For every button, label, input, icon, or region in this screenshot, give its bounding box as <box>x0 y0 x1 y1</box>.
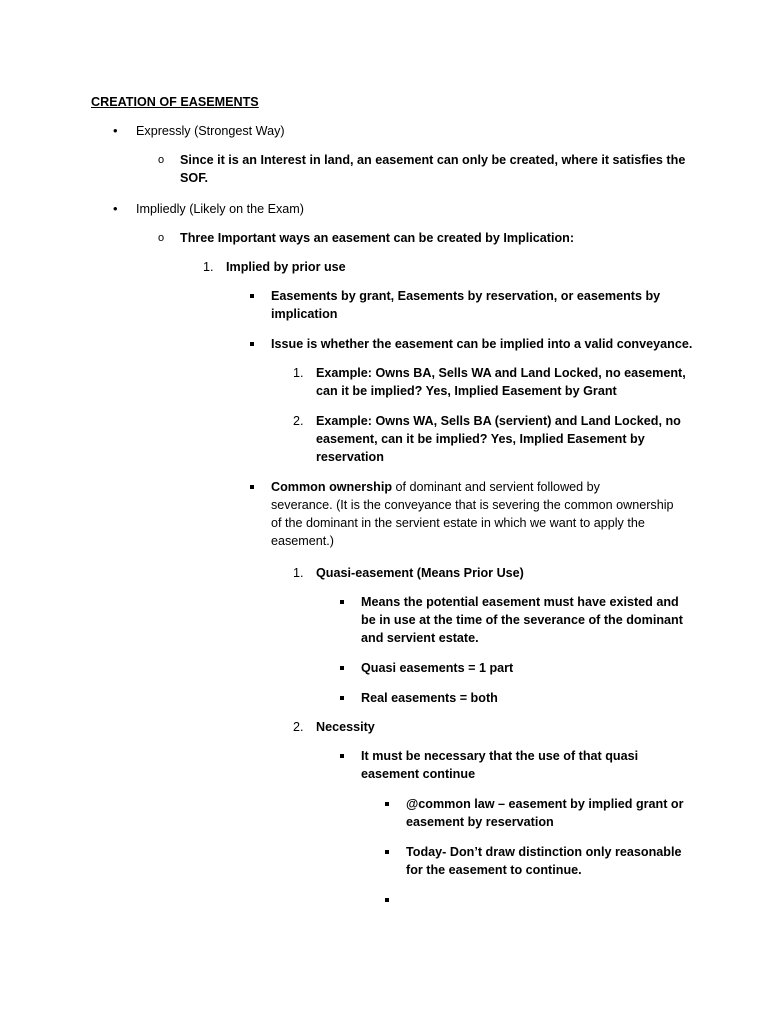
square-bullet-icon <box>385 802 389 806</box>
square-bullet-icon <box>340 600 344 604</box>
list-item-text: Example: Owns WA, Sells BA (servient) and Land Locked, no <box>316 414 681 428</box>
bullet-marker: • <box>113 201 118 216</box>
list-item-text: severance. (It is the conveyance that is severing the common ownership <box>271 498 674 512</box>
square-bullet-icon <box>250 485 254 489</box>
list-item-text: Quasi-easement (Means Prior Use) <box>316 566 524 580</box>
square-bullet-icon <box>385 898 389 902</box>
list-item-text: easement by reservation <box>406 815 554 829</box>
list-item-text: easement continue <box>361 767 476 781</box>
number-marker: 1. <box>293 566 304 580</box>
document-title: CREATION OF EASEMENTS <box>91 95 259 109</box>
list-item-text: can it be implied? Yes, Implied Easement by Grant <box>316 384 617 398</box>
list-item-text: Quasi easements = 1 part <box>361 661 514 675</box>
number-marker: 1. <box>203 260 214 274</box>
list-item-text: for the easement to continue. <box>406 863 582 877</box>
list-item-text: reservation <box>316 450 384 464</box>
list-item-text: easement, can it be implied? Yes, Implied Easement by <box>316 432 645 446</box>
list-item-text: Today- Don’t draw distinction only reasonable <box>406 845 682 859</box>
circle-marker: o <box>158 232 165 244</box>
list-item-text: It must be necessary that the use of that quasi <box>361 749 639 763</box>
list-item-text: Example: Owns BA, Sells WA and Land Locked, no easement, <box>316 366 686 380</box>
list-item-text: Implied by prior use <box>226 260 346 274</box>
list-item-text: easement.) <box>271 534 334 548</box>
square-bullet-icon <box>340 754 344 758</box>
number-marker: 2. <box>293 720 304 734</box>
common-ownership-bold: Common ownership <box>271 480 393 494</box>
list-item-text: implication <box>271 307 338 321</box>
square-bullet-icon <box>340 666 344 670</box>
number-marker: 1. <box>293 366 304 380</box>
list-item-text: Easements by grant, Easements by reservation, or easements by <box>271 289 661 303</box>
bullet-marker: • <box>113 123 118 138</box>
circle-marker: o <box>158 154 165 166</box>
number-marker: 2. <box>293 414 304 428</box>
list-item-text: of dominant and servient followed by <box>392 480 600 494</box>
list-item-text: SOF. <box>180 171 208 185</box>
list-item-text: Real easements = both <box>361 691 498 705</box>
list-item-text: of the dominant in the servient estate in which we want to apply the <box>271 516 645 530</box>
list-item-text: @common law – easement by implied grant or <box>406 797 684 811</box>
square-bullet-icon <box>385 850 389 854</box>
square-bullet-icon <box>250 294 254 298</box>
square-bullet-icon <box>340 696 344 700</box>
list-item-text: Three Important ways an easement can be created by Implication: <box>180 231 575 245</box>
list-item-text: Issue is whether the easement can be implied into a valid conveyance. <box>271 337 693 351</box>
list-item-text: Impliedly (Likely on the Exam) <box>136 202 304 216</box>
list-item-text: Since it is an Interest in land, an easement can only be created, where it satisfies the <box>180 153 686 167</box>
list-item-text: Means the potential easement must have existed and <box>361 595 679 609</box>
list-item-text: be in use at the time of the severance of the dominant <box>361 613 683 627</box>
list-item-text: and servient estate. <box>361 631 479 645</box>
list-item-text: Expressly (Strongest Way) <box>136 124 285 138</box>
list-item-text: Necessity <box>316 720 375 734</box>
square-bullet-icon <box>250 342 254 346</box>
